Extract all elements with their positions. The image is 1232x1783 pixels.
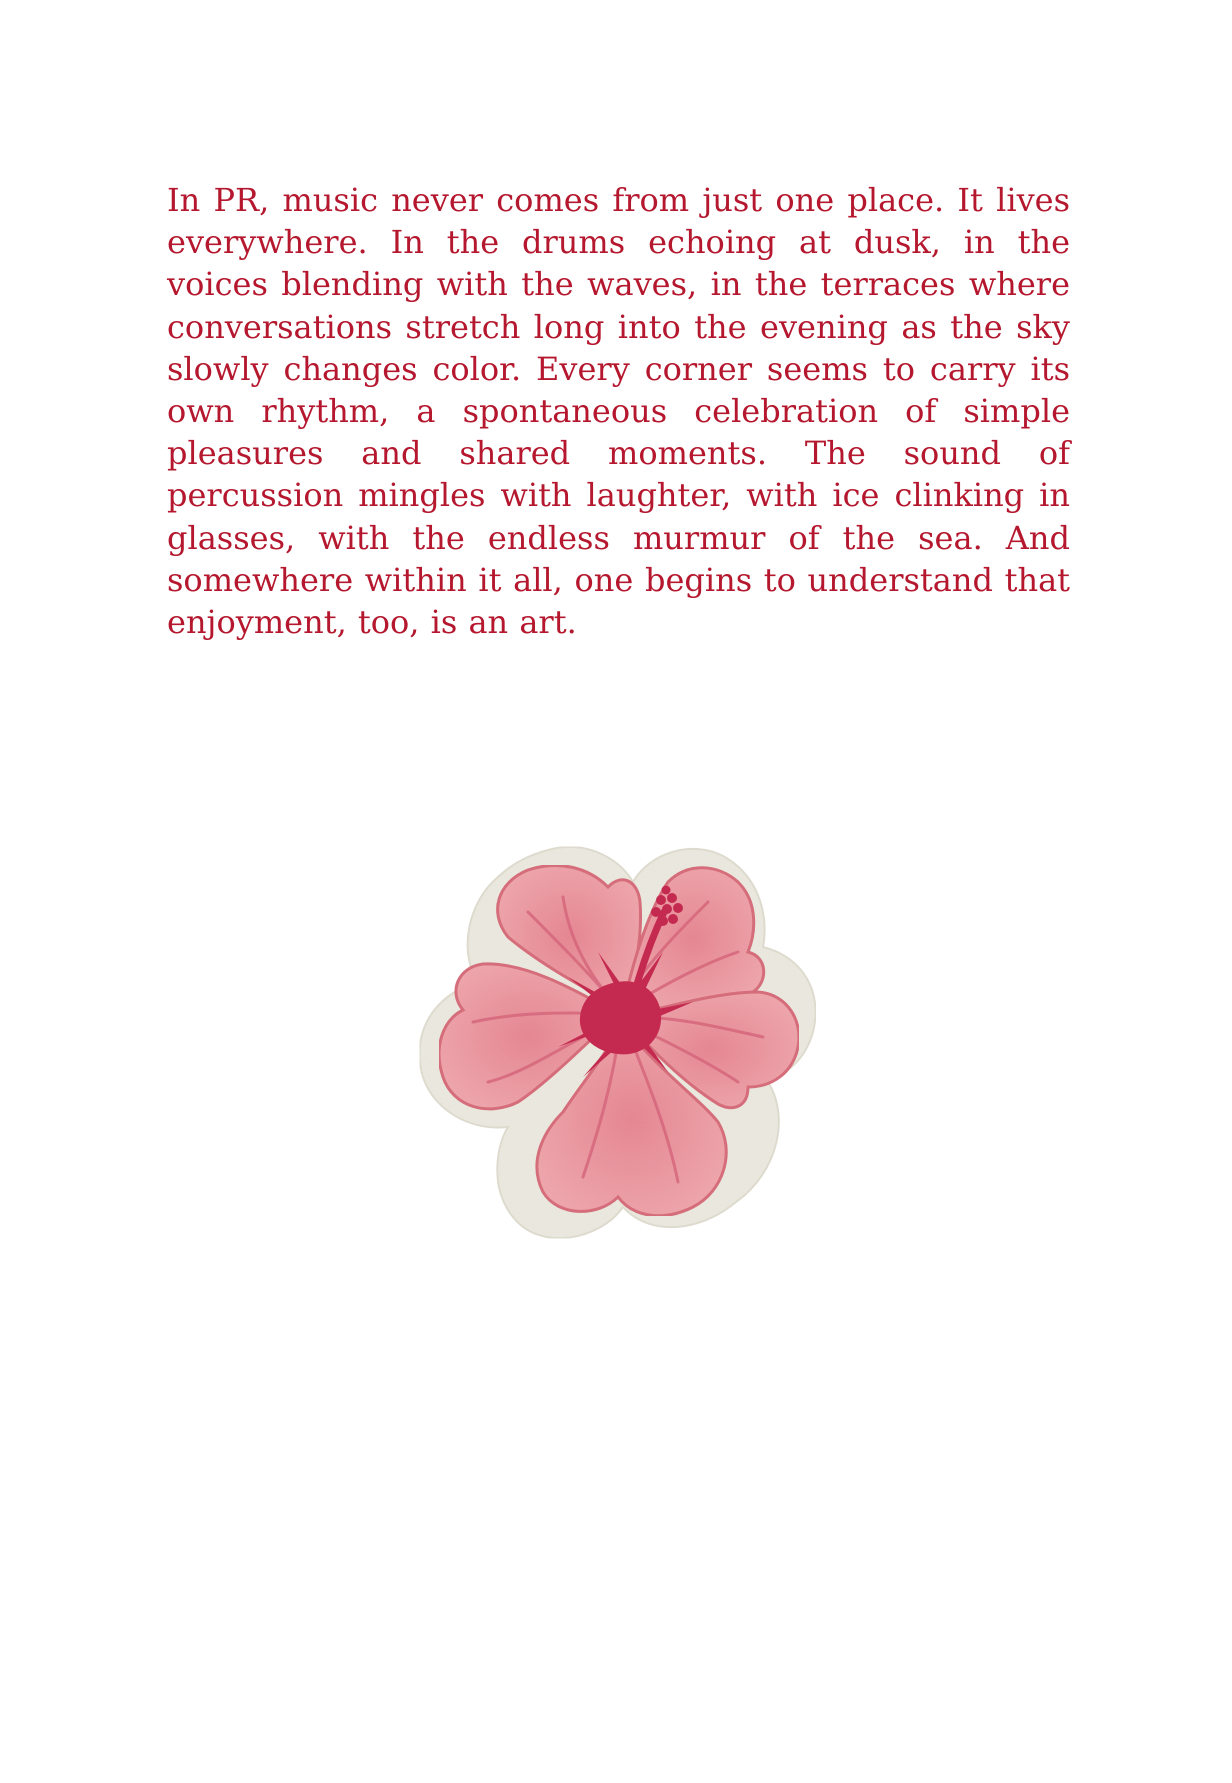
hibiscus-flower-sticker-icon xyxy=(418,842,818,1246)
body-paragraph: In PR, music never comes from just one place. It lives everywhere. In the drums echoing at dusk, in the voices blending with the waves, in the terraces where conversations stretch long into the evening as the sky slowly changes color. Every corner seems to carry its own rhythm, a spontaneous celebration of simple pleasures and shared moments. The sound of percussion mingles with laughter, with ice clinking in glasses, with the endless murmur of the sea. And somewhere within it all, one begins to understand that enjoyment, too, is an art. xyxy=(167,181,1070,642)
